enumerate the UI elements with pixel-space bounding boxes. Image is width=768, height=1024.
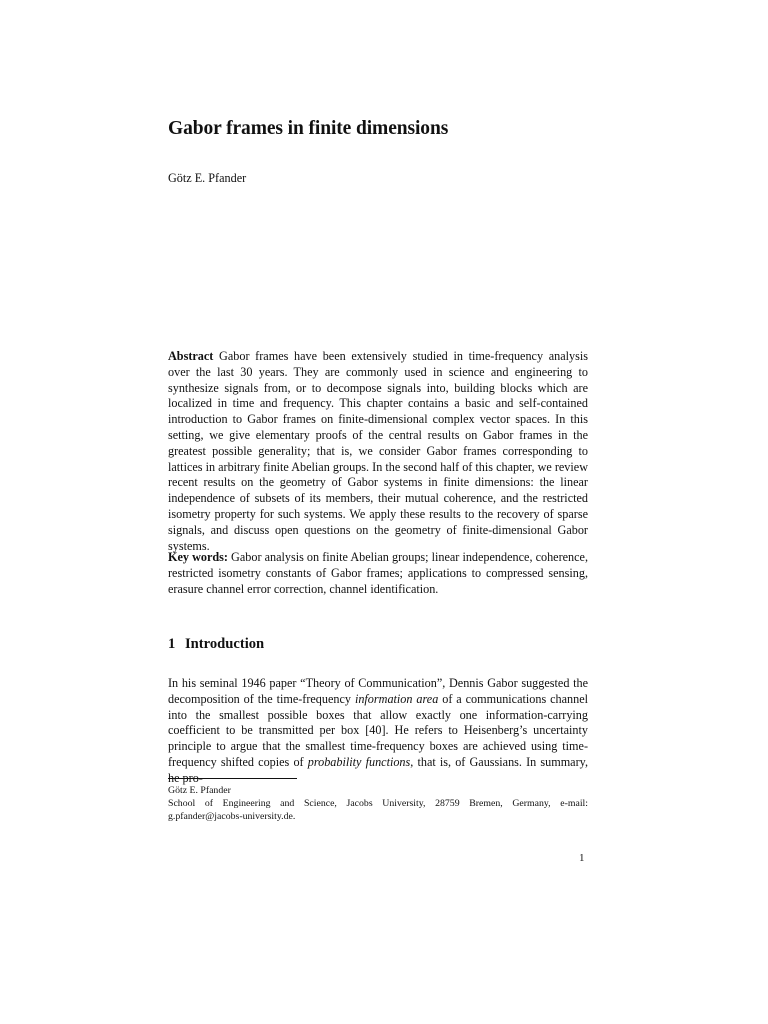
abstract-text: Gabor frames have been extensively studied in time-frequency analysis over the last 30 years. They are commonly used in science and engineering to synthesize signals from, or to decompose signals into, building blocks which are localized in time and frequency. This chapter contains a basic and self-contained introduction to Gabor frames on finite-dimensional complex vector spaces. In this setting, we give elementary proofs of the central results on Gabor frames in the greatest possible generality; that is, we consider Gabor frames corresponding to lattices in arbitrary finite Abelian groups. In the second half of this chapter, we review recent results on the geometry of Gabor systems in finite dimensions: the linear independence of subsets of its members, their mutual coherence, and the restricted isometry property for such systems. We apply these results to the recovery of sparse signals, and discuss open questions on the geometry of finite-dimensional Gabor systems. bbox=[168, 349, 588, 553]
introduction-paragraph bbox=[168, 676, 588, 787]
footnote-affiliation: School of Engineering and Science, Jacobs University, 28759 Bremen, Germany, e-mail: g.pfander@jacobs-university.de. bbox=[168, 798, 588, 823]
intro-text-part-2: of a communications channel into the smallest possible boxes that allow exactly one information-carrying coefficient to be transmitted per box [40]. He refers to Heisenberg’s uncertainty principle to argue that the smallest time-frequency boxes are achieved using time-frequency shifted copies of bbox=[168, 691, 589, 769]
section-number: 1 bbox=[168, 636, 176, 652]
paper-title: Gabor frames in finite dimensions bbox=[168, 118, 449, 139]
footnote-author: Götz E. Pfander bbox=[168, 785, 231, 796]
section-heading bbox=[168, 636, 264, 653]
intro-emphasis-probability-functions: probability functions bbox=[307, 754, 411, 769]
author-name: Götz E. Pfander bbox=[168, 171, 247, 185]
intro-text-part-3: , that is, of Gaussians. In summary, he pro- bbox=[168, 754, 588, 785]
keywords-label: Key words: bbox=[168, 550, 228, 564]
intro-emphasis-information-area: information area bbox=[354, 691, 439, 706]
abstract-label: Abstract bbox=[168, 349, 214, 363]
section-title: Introduction bbox=[184, 636, 265, 652]
page-number: 1 bbox=[579, 852, 585, 864]
keywords bbox=[168, 550, 588, 597]
footnote-divider bbox=[168, 778, 297, 779]
intro-text-part-1: In his seminal 1946 paper “Theory of Communication”, Dennis Gabor suggested the decomposition of the time-frequency bbox=[168, 676, 588, 706]
keywords-text: Gabor analysis on finite Abelian groups; linear independence, coherence, restricted isometry constants of Gabor frames; applications to compressed sensing, erasure channel error correction, channel identification. bbox=[168, 550, 589, 596]
abstract bbox=[168, 349, 588, 554]
footnote bbox=[168, 784, 588, 823]
